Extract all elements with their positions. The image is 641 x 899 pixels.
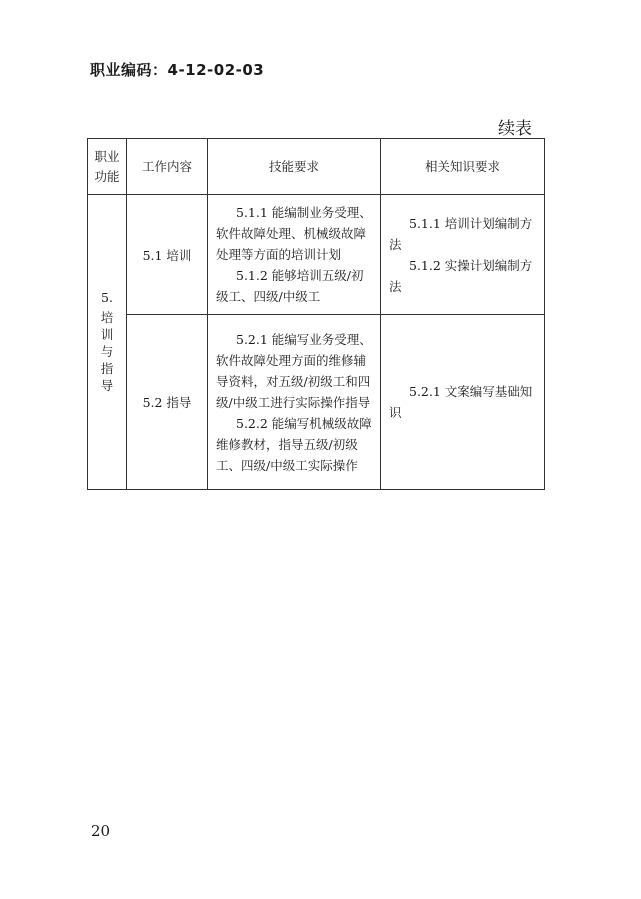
skills-cell — [208, 195, 381, 315]
work-content-cell: 5.1 培训 — [127, 195, 208, 315]
skill-item: 5.2.2 能编写机械级故障维修教材，指导五级/初级工、四级/中级工实际操作 — [216, 415, 372, 473]
skills-cell — [208, 315, 381, 490]
skills-table — [87, 138, 545, 490]
header-skills: 技能要求 — [208, 139, 381, 195]
function-cell — [88, 195, 127, 490]
knowledge-item: 5.1.2 实操计划编制方法 — [389, 257, 533, 294]
function-name: 培训与指导 — [100, 310, 114, 393]
knowledge-item: 5.1.1 培训计划编制方法 — [389, 215, 533, 252]
header-function: 职业功能 — [88, 139, 127, 195]
skill-item: 5.2.1 能编写业务受理、软件故障处理方面的维修辅导资料，对五级/初级工和四级/中级工进行实际操作指导 — [216, 331, 372, 410]
header-knowledge: 相关知识要求 — [381, 139, 545, 195]
knowledge-cell — [381, 315, 545, 490]
skill-item: 5.1.1 能编制业务受理、软件故障处理、机械级故障处理等方面的培训计划 — [216, 205, 372, 262]
continued-table-label: 续表 — [498, 119, 532, 139]
table-header-row — [88, 139, 545, 195]
occupation-code: 职业编码：4-12-02-03 — [90, 61, 265, 79]
table-row — [88, 315, 545, 490]
work-content-cell: 5.2 指导 — [127, 315, 208, 490]
table-row — [88, 195, 545, 315]
knowledge-cell — [381, 195, 545, 315]
skill-item: 5.1.2 能够培训五级/初级工、四级/中级工 — [216, 268, 364, 304]
knowledge-item: 5.2.1 文案编写基础知识 — [389, 384, 533, 420]
header-content: 工作内容 — [127, 139, 208, 195]
page-number: 20 — [91, 822, 111, 840]
function-number: 5. — [101, 290, 113, 305]
